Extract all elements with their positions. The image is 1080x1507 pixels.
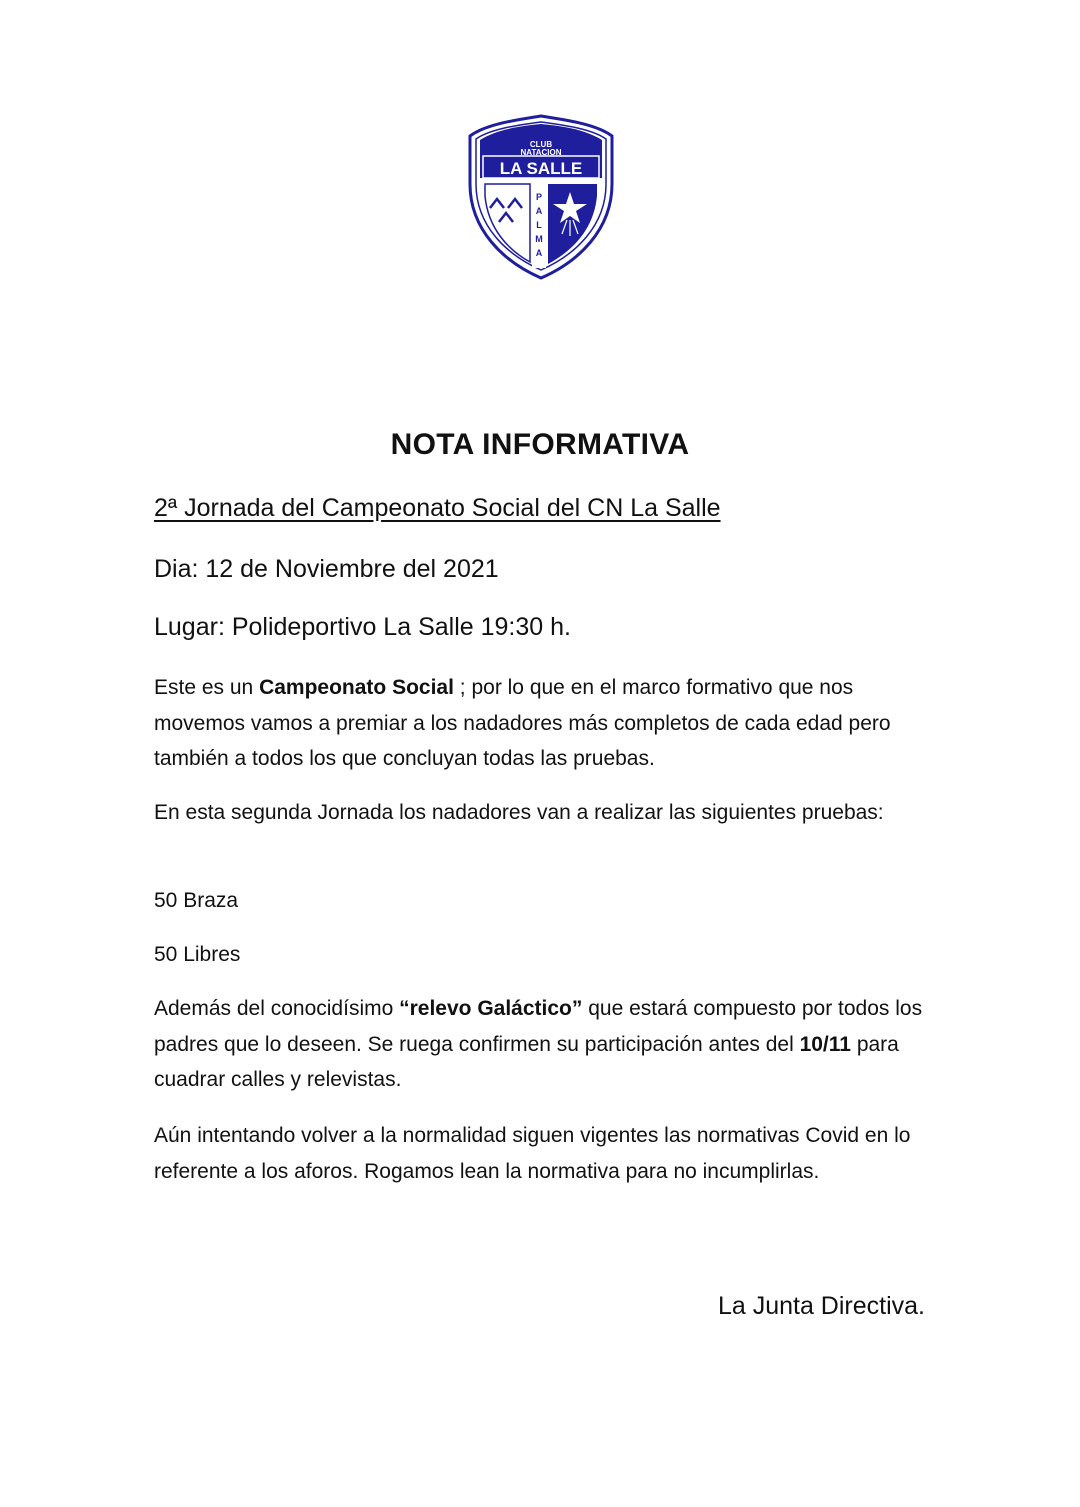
relay-text-e: para cuadrar calles y relevistas.: [154, 1032, 899, 1091]
logo-letter: A: [535, 248, 543, 258]
logo-letter: P: [535, 192, 543, 202]
relay-text-a: Además del conocidísimo: [154, 997, 400, 1020]
relay-bold: “relevo Galáctico”: [399, 997, 583, 1020]
intro-text-c: ; por lo que en el marco formativo que nos movemos vamos a premiar a los nadadores más completos de cada edad pero también a todos los que concluyan todas las pruebas.: [154, 676, 891, 770]
club-logo: [466, 112, 616, 282]
intro-bold: Campeonato Social: [259, 676, 454, 699]
paragraph-intro: [154, 670, 934, 777]
relay-date-bold: 10/11: [799, 1032, 851, 1056]
logo-letter: L: [536, 220, 542, 230]
shield-emblem: [466, 112, 616, 282]
logo-club-text: CLUB: [529, 140, 553, 149]
event-item-libres: 50 Libres: [154, 943, 241, 966]
event-location: Lugar: Polideportivo La Salle 19:30 h.: [154, 613, 571, 641]
paragraph-covid: Aún intentando volver a la normalidad siguen vigentes las normativas Covid en lo referente a los aforos. Rogamos lean la normativa para no incumplirlas.: [154, 1124, 911, 1183]
logo-natacion-text: NATACION: [520, 148, 562, 157]
event-date: Dia: 12 de Noviembre del 2021: [154, 555, 499, 583]
event-subtitle: 2ª Jornada del Campeonato Social del CN La Salle: [154, 494, 721, 522]
signature: La Junta Directiva.: [717, 1292, 925, 1320]
paragraph-events: En esta segunda Jornada los nadadores van a realizar las siguientes pruebas:: [154, 801, 884, 824]
logo-name-text: LA SALLE: [499, 159, 583, 178]
paragraph-relay: [154, 991, 934, 1098]
intro-text-a: Este es un: [154, 676, 260, 699]
relay-text-c: que estará compuesto por todos los padres que lo deseen. Se ruega confirmen su participación antes del: [154, 997, 923, 1056]
logo-letter: M: [535, 234, 543, 244]
event-item-braza: 50 Braza: [154, 889, 239, 912]
page-title: NOTA INFORMATIVA: [390, 428, 690, 461]
logo-letter: A: [535, 206, 543, 216]
